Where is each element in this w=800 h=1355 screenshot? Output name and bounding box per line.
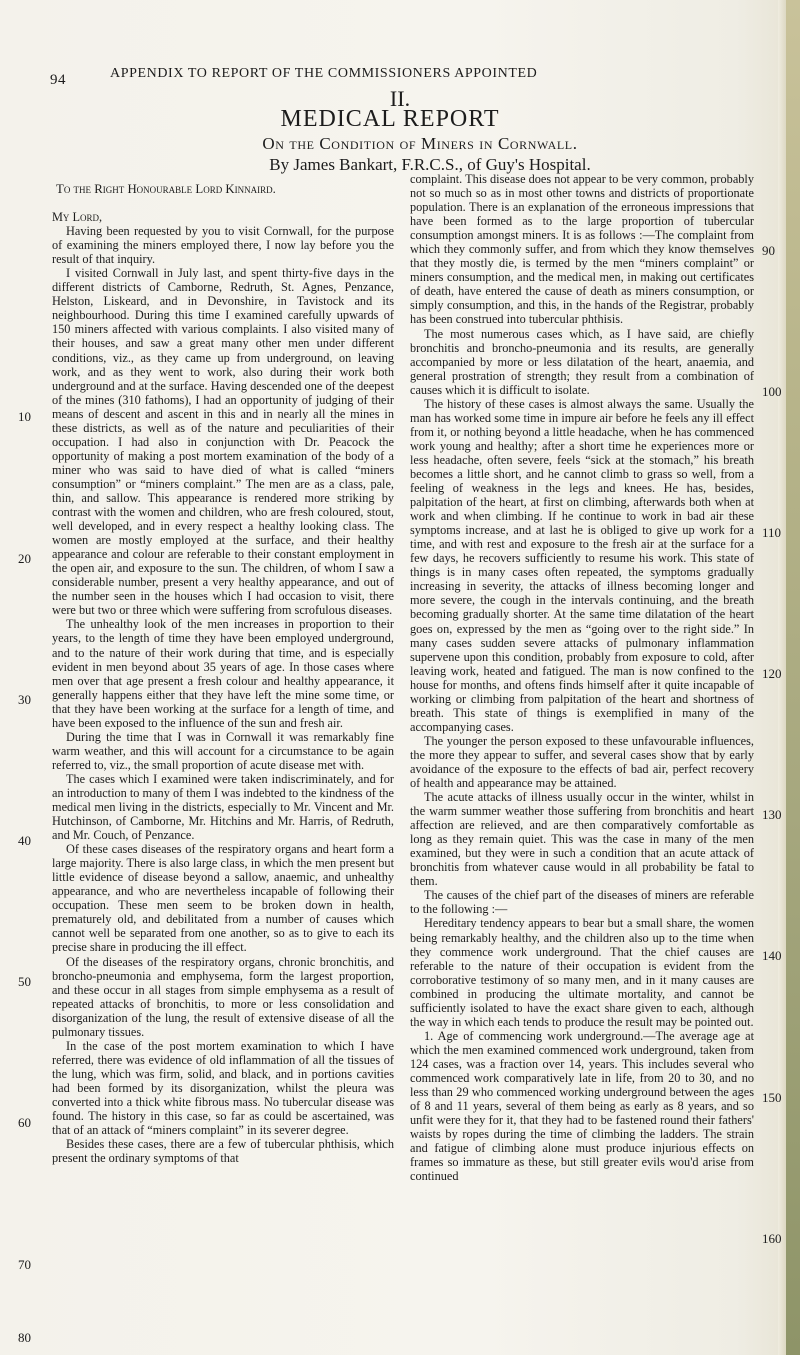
line-number: 40 <box>18 833 31 848</box>
line-number: 130 <box>762 807 782 822</box>
line-number: 150 <box>762 1090 782 1105</box>
paragraph: The unhealthy look of the men increases in proportion to their years, to the length of time they have been employed underground, and to the nature of their work during that time, and is especially evident in men beyond about 35 years of age. In those cases where men over that age present a fresh colour and healthy appearance, it generally happens either that they have left the mine some time, or that they have been working at the surface for a length of time, and have been exposed to the influence of the sun and fresh air. <box>52 617 394 730</box>
line-number: 80 <box>18 1330 31 1345</box>
line-number: 90 <box>762 243 775 258</box>
paragraph: The causes of the chief part of the diseases of miners are referable to the following :— <box>410 888 754 917</box>
line-number: 120 <box>762 666 782 681</box>
line-number: 50 <box>18 974 31 989</box>
paragraph: Of the diseases of the respiratory organs, chronic bronchitis, and broncho-pneumonia and emphysema, form the largest proportion, and these occur in all stages from simple emphysema as a result of repeated attacks of bronchitis, to more or less consolidation and disorganization of the lung, the result of extensive disease of all the pulmonary tissues. <box>52 954 394 1039</box>
paragraph: The history of these cases is almost always the same. Usually the man has worked some time in impure air before he feels any ill effect from it, or nothing beyond a little headache, when he has commenced work young and healthy; after a short time he experiences more or less headache, often severe, feels “sick at the stomach,” his breath becomes a little short, and he cannot climb to grass so well, from a feeling of weakness in the legs and knees. He has, besides, palpitation of the heart, at first on climbing, afterwards both when at work and when climbing. If he continue to work in bad air these symptoms increase, and at last he is obliged to give up work for a time, and with rest and exposure to the fresh air at the surface for a few days, he recovers sufficiently to resume his work. This state of things is in many cases often repeated, the symptoms gradually increasing in severity, the attacks of illness becoming longer and more severe, the cough in the intervals continuing, and the breath becoming gradually shorter. At the same time dilatation of the heart goes on, expressed by the men as “going over to the right side.” In many cases sudden severe attacks of pulmonary inflammation supervene upon this condition, probably from exposure to cold, after leaving work, heated and fatigued. The man is now confined to the house for months, and oftens finds himself after it quite incapable of working or climbing from palpitation of the heart and shortness of breath. This state of things is exemplified in many of the accompanying cases. <box>410 396 754 734</box>
line-number: 10 <box>18 409 31 424</box>
line-number: 70 <box>18 1257 31 1272</box>
paragraph: The cases which I examined were taken indiscriminately, and for an introduction to many of them I was indebted to the kindness of the medical men living in the districts, especially to Mr. Vincent and Mr. Hutchinson, of Camborne, Mr. Hitchins and Mr. Harris, of Redruth, and Mr. Couch, of Penzance. <box>52 771 394 843</box>
paragraph: complaint. This disease does not appear to be very common, probably not so much so as in most other towns and districts of proportionate population. There is an explanation of the erroneous impressions that have been formed as to the large proportion of tubercular consumption amongst miners. It is as follows :—The complaint from which they commonly suffer, and from which they know themselves that they mostly die, is termed by the men “miners complaint” or miners consumption, and the medical men, in making out certificates of death, have entered the cause of death as miners consumption, or simply consumption, and this, in the hands of the Registrar, probably has been construed into tubercular phthisis. <box>410 172 755 327</box>
line-number: 160 <box>762 1231 782 1246</box>
right-column <box>410 172 754 1183</box>
paragraph: The younger the person exposed to these unfavourable influences, the more they appear to suffer, and several cases show that by early avoidance of the exposure to the effects of bad air, perfect recovery of health and appearance may be attained. <box>410 733 754 791</box>
line-number: 20 <box>18 551 31 566</box>
line-number: 30 <box>18 692 31 707</box>
line-number: 140 <box>762 948 782 963</box>
paragraph: Of these cases diseases of the respiratory organs and heart form a large majority. There is also large class, in which the men present but little evidence of disease beyond a sallow, anaemic, and unhealthy appearance, and who are nevertheless incapable of following their occupation. These men seem to be broken down in health, prematurely old, and debilitated from a number of causes which cannot well be separated from one another, so as to give to each its precise share in producing the ill effect. <box>52 842 394 955</box>
paragraph: In the case of the post mortem examination to which I have referred, there was evidence of old inflammation of all the tissues of the lung, which was firm, solid, and black, and in portions cavities had been formed by its disorganization, whilst the pleura was converted into a thick white fibrous mass. No tubercular disease was found. The history in this case, so far as could be ascertained, was that of an attack of “miners complaint” in its severer degree. <box>52 1038 394 1138</box>
line-number: 60 <box>18 1115 31 1130</box>
report-subtitle: On the Condition of Miners in Cornwall. <box>262 134 578 153</box>
paragraph: Hereditary tendency appears to bear but a small share, the women being remarkably healthy, and the children also up to the time when they commence work underground. That the chief causes are referable to the nature of their occupation is evident from the corroborative testimony of so many men, and in it many causes are combined in producing the ultimate mortality, and cannot be sufficiently isolated to have the exact share given to each, although the way in which each tends to produce the result may be pointed out. <box>410 916 754 1029</box>
paragraph: During the time that I was in Cornwall it was remarkably fine warm weather, and this will account for a circumstance to be again referred to, viz., the small proportion of acute disease met with. <box>52 729 394 772</box>
paragraph: Besides these cases, there are a few of tubercular phthisis, which present the ordinary symptoms of that <box>52 1137 394 1166</box>
report-author: By James Bankart, F.R.C.S., of Guy's Hospital. <box>269 155 591 174</box>
address-line: To the Right Honourable Lord Kinnaird. <box>56 182 276 196</box>
running-head-text: APPENDIX TO REPORT OF THE COMMISSIONERS APPOINTED <box>110 66 538 81</box>
salutation: My Lord, <box>52 210 103 225</box>
left-column <box>52 182 394 1165</box>
paragraph: The acute attacks of illness usually occur in the winter, whilst in the warm summer weather those suffering from bronchitis and heart affection are relieved, and are then comparatively comfortable as long as they remain quiet. This was the case in many of the men examined, but they were in such a condition that an acute attack of bronchitis from whatever cause would in all probability be fatal to them. <box>410 790 754 889</box>
paragraph: The most numerous cases which, as I have said, are chiefly bronchitis and broncho-pneumonia and its results, are generally accompanied by more or less dilatation of the heart, anaemia, and general prostration of strength; they result from a combination of causes which it is difficult to isolate. <box>410 326 754 397</box>
line-number: 110 <box>762 525 782 540</box>
page-edge <box>786 0 800 1355</box>
paragraph: Having been requested by you to visit Cornwall, for the purpose of examining the miners employed there, I now lay before you the result of that inquiry. <box>52 224 394 267</box>
paragraph: I visited Cornwall in July last, and spent thirty-five days in the different districts of Camborne, Redruth, St. Agnes, Penzance, Helston, Liskeard, and in Devonshire, in Tavistock and its neighbourhood. During this time I examined carefully upwards of 150 miners affected with various complaints. I also visited many of their houses, and saw a great many other men under different conditions, viz., as they came up from underground, on leaving work, and as they went to work, also during their work both underground and at the surface. Having descended one of the deepest of the mines (310 fathoms), I had an opportunity of judging of their means of descent and ascent in this and in nearly all the mines in these districts, as well as of the nature and peculiarities of their occupation. I had also in conjunction with Dr. Peacock the opportunity of making a post mortem examination of the body of a miner who was said to have died of what is called “miners consumption” or “miners complaint.” The men are as a class, pale, thin, and sallow. This appearance is rendered more striking by contrast with the women and children, who are fresh coloured, stout, well developed, and in every respect a healthy looking class. The women are mostly employed at the surface, and their healthy appearance and colour are referable to their constant employment in the open air, and exposure to the sun. The children, of whom I saw a considerable number, present a very healthy appearance, and out of the number seen in the houses which I had occasion to visit, there were but two or three which were suffering from scrofulous diseases. <box>52 266 394 618</box>
report-title: MEDICAL REPORT <box>280 106 500 132</box>
page-number: 94 <box>50 72 66 88</box>
section-number: II. <box>389 86 411 111</box>
line-number: 100 <box>762 384 782 399</box>
paragraph: 1. Age of commencing work underground.—The average age at which the men examined commenced work underground, taken from 124 cases, was a fraction over 14, years. This includes several who commenced work comparatively late in life, from 20 to 30, and no less than 29 who commenced working underground between the ages of 8 and 11 years, several of them being as early as 8 years, and so unfit were they for it, that they had to be fastened round their fathers' waists by ropes during the time of climbing the ladders. The strain and fatigue of climbing alone must produce injurious effects on frames so immature as these, but still greater evils wou'd arise from continued <box>410 1028 754 1184</box>
